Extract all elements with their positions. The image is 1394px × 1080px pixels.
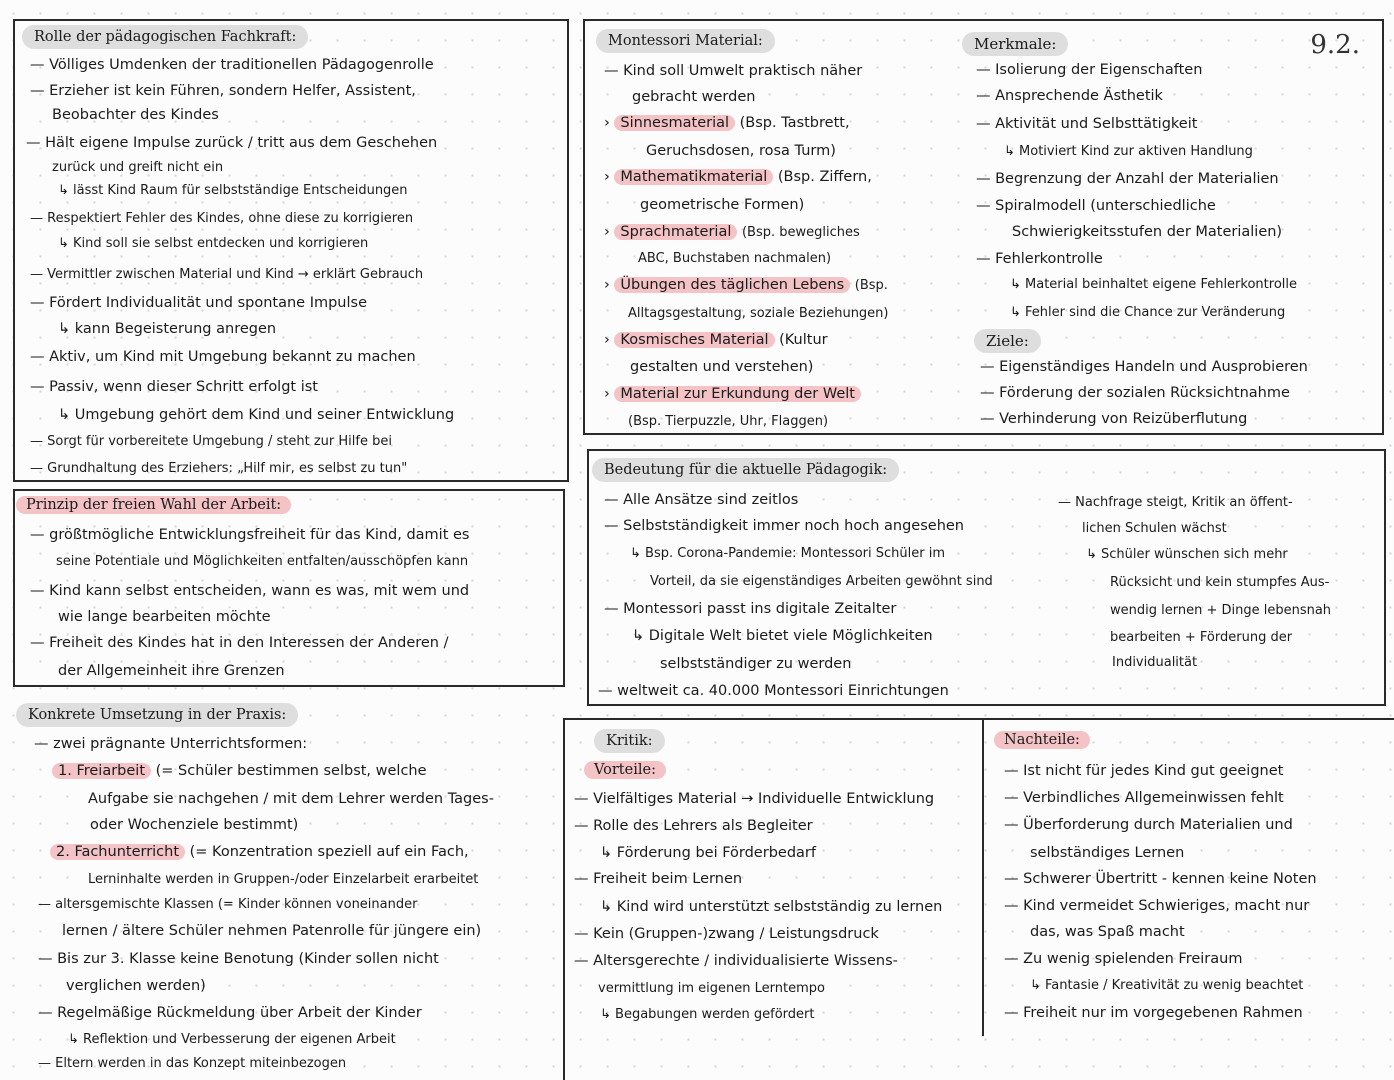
kosmisch-label: Kosmisches Material: [614, 332, 774, 348]
nachteile-line: — Schwerer Übertritt - kennen keine Noten: [1004, 871, 1317, 887]
bedeutung-title: Bedeutung für die aktuelle Pädagogik:: [592, 458, 899, 482]
vorteile-line: — Freiheit beim Lernen: [574, 871, 743, 887]
rolle-line: — Völliges Umdenken der traditionellen Pädagogenrolle: [30, 57, 434, 73]
bedeutung-left-line: selbstständiger zu werden: [660, 656, 852, 672]
nachteile-line: — Verbindliches Allgemeinwissen fehlt: [1004, 790, 1284, 806]
sinnesmaterial-label: Sinnesmaterial: [614, 115, 735, 131]
rolle-line: — Aktiv, um Kind mit Umgebung bekannt zu machen: [30, 349, 416, 365]
merkmale-line: — Begrenzung der Anzahl der Materialien: [976, 171, 1279, 187]
material-line: gebracht werden: [632, 89, 756, 105]
bedeutung-right-line: bearbeiten + Förderung der: [1110, 630, 1293, 645]
prinzip-line: wie lange bearbeiten möchte: [58, 609, 271, 625]
kritik-title: Kritik:: [594, 729, 665, 753]
prinzip-line: — Kind kann selbst entscheiden, wann es was, mit wem und: [30, 583, 470, 599]
nachteile-line: — Freiheit nur im vorgegebenen Rahmen: [1004, 1005, 1303, 1021]
merkmale-line: — Spiralmodell (unterschiedliche: [976, 198, 1216, 214]
rolle-line: Beobachter des Kindes: [52, 107, 219, 123]
rolle-line: — Respektiert Fehler des Kindes, ohne diese zu korrigieren: [30, 211, 414, 226]
nachteile-line: — Zu wenig spielenden Freiraum: [1004, 951, 1243, 967]
bedeutung-right-line: ↳ Schüler wünschen sich mehr: [1086, 547, 1288, 562]
welt-label: Material zur Erkundung der Welt: [614, 386, 861, 402]
nachteile-line: das, was Spaß macht: [1030, 924, 1185, 940]
bedeutung-right-line: wendig lernen + Dinge lebensnah: [1110, 603, 1332, 618]
rolle-line: — Grundhaltung des Erziehers: „Hilf mir, es selbst zu tun": [30, 461, 408, 476]
fachunterricht-label: 2. Fachunterricht: [50, 844, 185, 860]
nachteile-line: selbständiges Lernen: [1030, 845, 1185, 861]
merkmale-line: — Isolierung der Eigenschaften: [976, 62, 1203, 78]
vorteile-line: vermittlung im eigenen Lerntempo: [598, 981, 825, 996]
rolle-line: ↳ Umgebung gehört dem Kind und seiner Entwicklung: [58, 407, 455, 423]
rolle-line: ↳ kann Begeisterung anregen: [58, 321, 277, 337]
rolle-line: — Sorgt für vorbereitete Umgebung / steht zur Hilfe bei: [30, 434, 392, 449]
bedeutung-right-line: Individualität: [1112, 655, 1198, 670]
vorteile-line: — Altersgerechte / individualisierte Wissens-: [574, 953, 898, 969]
bedeutung-right-line: Rücksicht und kein stumpfes Aus-: [1110, 575, 1330, 590]
sprachmaterial-label: Sprachmaterial: [614, 224, 737, 240]
merkmale-line: — Fehlerkontrolle: [976, 251, 1103, 267]
sprachmaterial-text: (Bsp. bewegliches: [741, 225, 860, 240]
umsetzung-line: lernen / ältere Schüler nehmen Patenrolle für jüngere ein): [62, 923, 482, 939]
bedeutung-right-line: — Nachfrage steigt, Kritik an öffent-: [1058, 495, 1293, 510]
mathematikmaterial-label: Mathematikmaterial: [614, 169, 773, 185]
material-line: — Kind soll Umwelt praktisch näher: [604, 63, 863, 79]
merkmale-line: — Aktivität und Selbsttätigkeit: [976, 116, 1198, 132]
uebungen-label: Übungen des täglichen Lebens: [614, 277, 850, 293]
bedeutung-left-line: Vorteil, da sie eigenständiges Arbeiten gewöhnt sind: [650, 574, 993, 589]
umsetzung-intro: — zwei prägnante Unterrichtsformen:: [34, 736, 308, 752]
rolle-line: — Vermittler zwischen Material und Kind → erklärt Gebrauch: [30, 267, 424, 282]
vorteile-line: ↳ Förderung bei Förderbedarf: [600, 845, 816, 861]
welt-line: (Bsp. Tierpuzzle, Uhr, Flaggen): [628, 414, 829, 429]
vorteile-line: — Kein (Gruppen-)zwang / Leistungsdruck: [574, 926, 879, 942]
vorteile-line: — Rolle des Lehrers als Begleiter: [574, 818, 813, 834]
ziele-title: Ziele:: [974, 329, 1041, 353]
fachunterricht-line: Lerninhalte werden in Gruppen-/oder Einzelarbeit erarbeitet: [88, 872, 479, 887]
vorteile-line: ↳ Kind wird unterstützt selbstständig zu lernen: [600, 899, 943, 915]
material-title: Montessori Material:: [596, 29, 775, 53]
freiarbeit-label: 1. Freiarbeit: [52, 763, 151, 779]
umsetzung-line: — Bis zur 3. Klasse keine Benotung (Kinder sollen nicht: [38, 951, 439, 967]
uebungen-line: Alltagsgestaltung, soziale Beziehungen): [628, 306, 889, 321]
umsetzung-title: Konkrete Umsetzung in der Praxis:: [16, 703, 298, 727]
kosmisch-text: (Kultur: [779, 332, 828, 348]
umsetzung-line: — altersgemischte Klassen (= Kinder können voneinander: [38, 897, 418, 912]
ziele-line: — Eigenständiges Handeln und Ausprobieren: [980, 359, 1308, 375]
prinzip-title: Prinzip der freien Wahl der Arbeit:: [16, 496, 291, 514]
bedeutung-left-line: ↳ Bsp. Corona-Pandemie: Montessori Schüler im: [630, 546, 946, 561]
rolle-line: — Fördert Individualität und spontane Impulse: [30, 295, 368, 311]
umsetzung-line: — Eltern werden in das Konzept miteinbezogen: [38, 1056, 347, 1071]
prinzip-line: — Freiheit des Kindes hat in den Interessen der Anderen /: [30, 635, 449, 651]
ziele-line: — Förderung der sozialen Rücksichtnahme: [980, 385, 1290, 401]
bedeutung-right-line: lichen Schulen wächst: [1082, 521, 1227, 536]
page-number: 9.2.: [1310, 30, 1360, 60]
prinzip-line: seine Potentiale und Möglichkeiten entfalten/ausschöpfen kann: [56, 554, 469, 569]
umsetzung-line: — Regelmäßige Rückmeldung über Arbeit der Kinder: [38, 1005, 422, 1021]
sinnesmaterial-text: (Bsp. Tastbrett,: [739, 115, 850, 131]
bedeutung-left-line: — Montessori passt ins digitale Zeitalter: [604, 601, 897, 617]
nachteile-title: Nachteile:: [994, 731, 1090, 749]
sinnesmaterial-line: Geruchsdosen, rosa Turm): [646, 143, 836, 159]
uebungen-text: (Bsp.: [854, 278, 888, 293]
kosmisch-line: gestalten und verstehen): [630, 359, 814, 375]
merkmale-line: Schwierigkeitsstufen der Materialien): [1012, 224, 1283, 240]
nachteile-line: ↳ Fantasie / Kreativität zu wenig beachtet: [1030, 978, 1304, 993]
merkmale-line: ↳ Material beinhaltet eigene Fehlerkontrolle: [1010, 277, 1297, 292]
vorteile-title: Vorteile:: [584, 761, 666, 779]
freiarbeit-line: oder Wochenziele bestimmt): [90, 817, 299, 833]
rolle-line: zurück und greift nicht ein: [52, 160, 224, 175]
sprachmaterial-line: ABC, Buchstaben nachmalen): [638, 251, 832, 266]
mathematikmaterial-text: (Bsp. Ziffern,: [777, 169, 872, 185]
freiarbeit-text: (= Schüler bestimmen selbst, welche: [155, 763, 427, 779]
nachteile-line: — Überforderung durch Materialien und: [1004, 817, 1293, 833]
nachteile-line: — Kind vermeidet Schwieriges, macht nur: [1004, 898, 1310, 914]
prinzip-line: — größtmögliche Entwicklungsfreiheit für das Kind, damit es: [30, 527, 470, 543]
rolle-line: — Passiv, wenn dieser Schritt erfolgt ist: [30, 379, 318, 395]
bedeutung-left-line: — Selbstständigkeit immer noch hoch angesehen: [604, 518, 964, 534]
rolle-title: Rolle der pädagogischen Fachkraft:: [22, 25, 308, 49]
rolle-line: ↳ Kind soll sie selbst entdecken und korrigieren: [58, 236, 369, 251]
rolle-line: — Hält eigene Impulse zurück / tritt aus dem Geschehen: [26, 135, 438, 151]
umsetzung-line: verglichen werden): [66, 978, 206, 994]
bedeutung-left-line: ↳ Digitale Welt bietet viele Möglichkeiten: [632, 628, 933, 644]
fachunterricht-text: (= Konzentration speziell auf ein Fach,: [189, 844, 469, 860]
prinzip-line: der Allgemeinheit ihre Grenzen: [58, 663, 285, 679]
ziele-line: — Verhinderung von Reizüberflutung: [980, 411, 1248, 427]
merkmale-line: ↳ Motiviert Kind zur aktiven Handlung: [1004, 144, 1253, 159]
rolle-line: ↳ lässt Kind Raum für selbstständige Entscheidungen: [58, 183, 408, 198]
merkmale-line: ↳ Fehler sind die Chance zur Veränderung: [1010, 305, 1286, 320]
bedeutung-left-line: — weltweit ca. 40.000 Montessori Einrichtungen: [598, 683, 949, 699]
kritik-divider: [982, 718, 984, 1036]
merkmale-line: — Ansprechende Ästhetik: [976, 88, 1163, 104]
umsetzung-line: ↳ Reflektion und Verbesserung der eigenen Arbeit: [68, 1032, 396, 1047]
rolle-line: — Erzieher ist kein Führen, sondern Helfer, Assistent,: [30, 83, 416, 99]
vorteile-line: ↳ Begabungen werden gefördert: [600, 1007, 815, 1022]
mathematikmaterial-line: geometrische Formen): [640, 197, 805, 213]
vorteile-line: — Vielfältiges Material → Individuelle Entwicklung: [574, 791, 935, 807]
nachteile-line: — Ist nicht für jedes Kind gut geeignet: [1004, 763, 1284, 779]
merkmale-title: Merkmale:: [962, 32, 1068, 56]
bedeutung-left-line: — Alle Ansätze sind zeitlos: [604, 492, 799, 508]
freiarbeit-line: Aufgabe sie nachgehen / mit dem Lehrer werden Tages-: [88, 791, 494, 807]
